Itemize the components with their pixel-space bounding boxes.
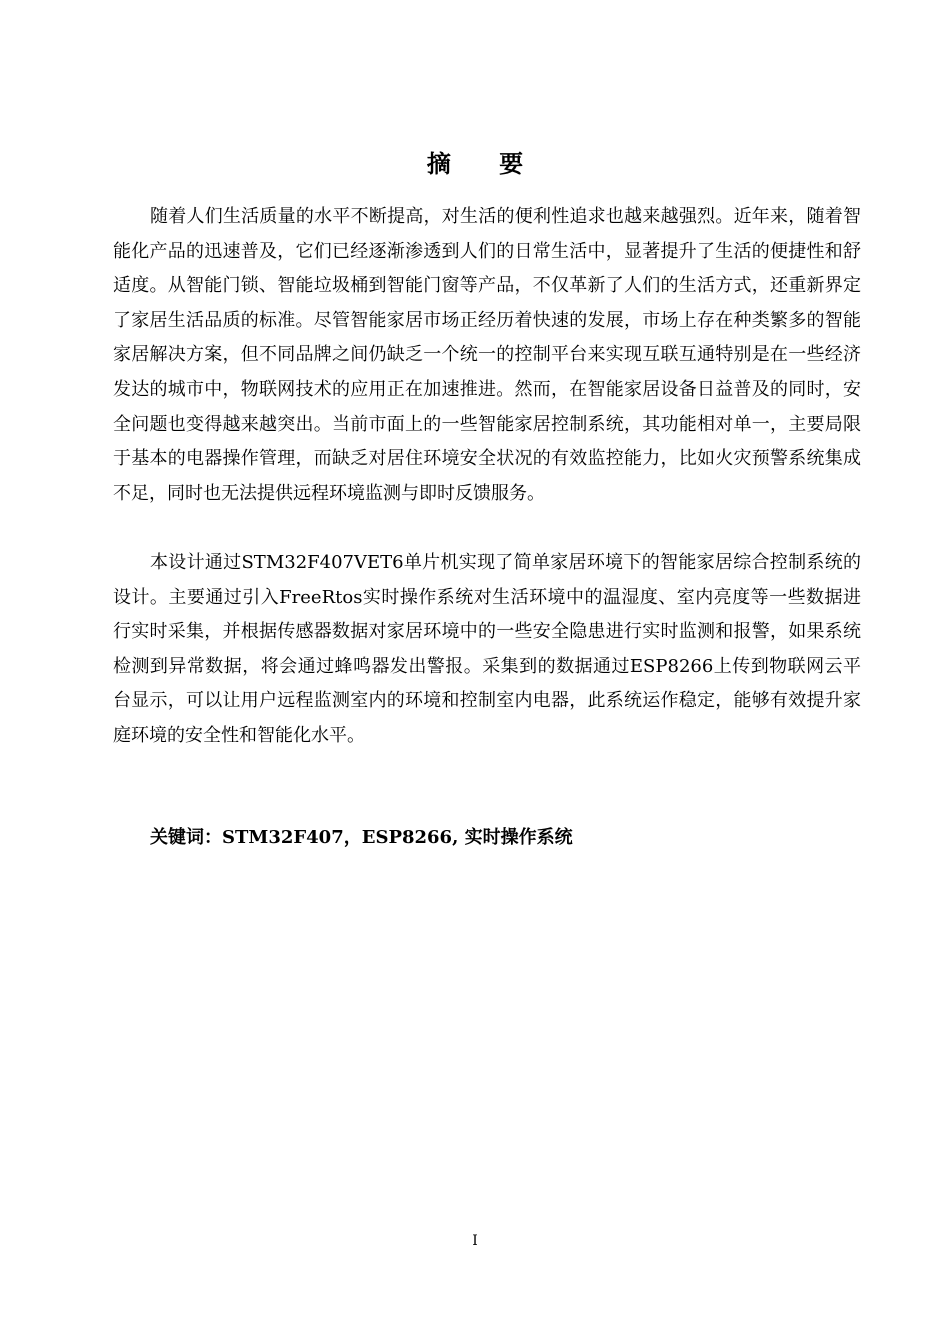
abstract-paragraph-2: 本设计通过STM32F407VET6单片机实现了简单家居环境下的智能家居综合控制系统的设计。主要通过引入FreeRtos实时操作系统对生活环境中的温湿度、室内亮度等一些数据进行实时采集，并根据传感器数据对家居环境中的一些安全隐患进行实时监测和报警，如果系统检测到异常数据，将会通过蜂鸣器发出警报。采集到的数据通过ESP8266上传到物联网云平台显示，可以让用户远程监测室内的环境和控制室内电器，此系统运作稳定，能够有效提升家庭环境的安全性和智能化水平。 [113,552,861,746]
page-title: 摘 要 [426,149,544,178]
page-number: I [472,1233,478,1249]
abstract-paragraph-1: 随着人们生活质量的水平不断提高，对生活的便利性追求也越来越强烈。近年来，随着智能化产品的迅速普及，它们已经逐渐渗透到人们的日常生活中，显著提升了生活的便捷性和舒适度。从智能门锁、智能垃圾桶到智能门窗等产品，不仅革新了人们的生活方式，还重新界定了家居生活品质的标准。尽管智能家居市场正经历着快速的发展，市场上存在种类繁多的智能家居解决方案，但不同品牌之间仍缺乏一个统一的控制平台来实现互联互通特别是在一些经济发达的城市中，物联网技术的应用正在加速推进。然而，在智能家居设备日益普及的同时，安全问题也变得越来越突出。当前市面上的一些智能家居控制系统，其功能相对单一，主要局限于基本的电器操作管理，而缺乏对居住环境安全状况的有效监控能力，比如火灾预警系统集成不足，同时也无法提供远程环境监测与即时反馈服务。 [113,206,861,504]
keywords-line: 关键词：STM32F407，ESP8266, 实时操作系统 [150,827,573,848]
